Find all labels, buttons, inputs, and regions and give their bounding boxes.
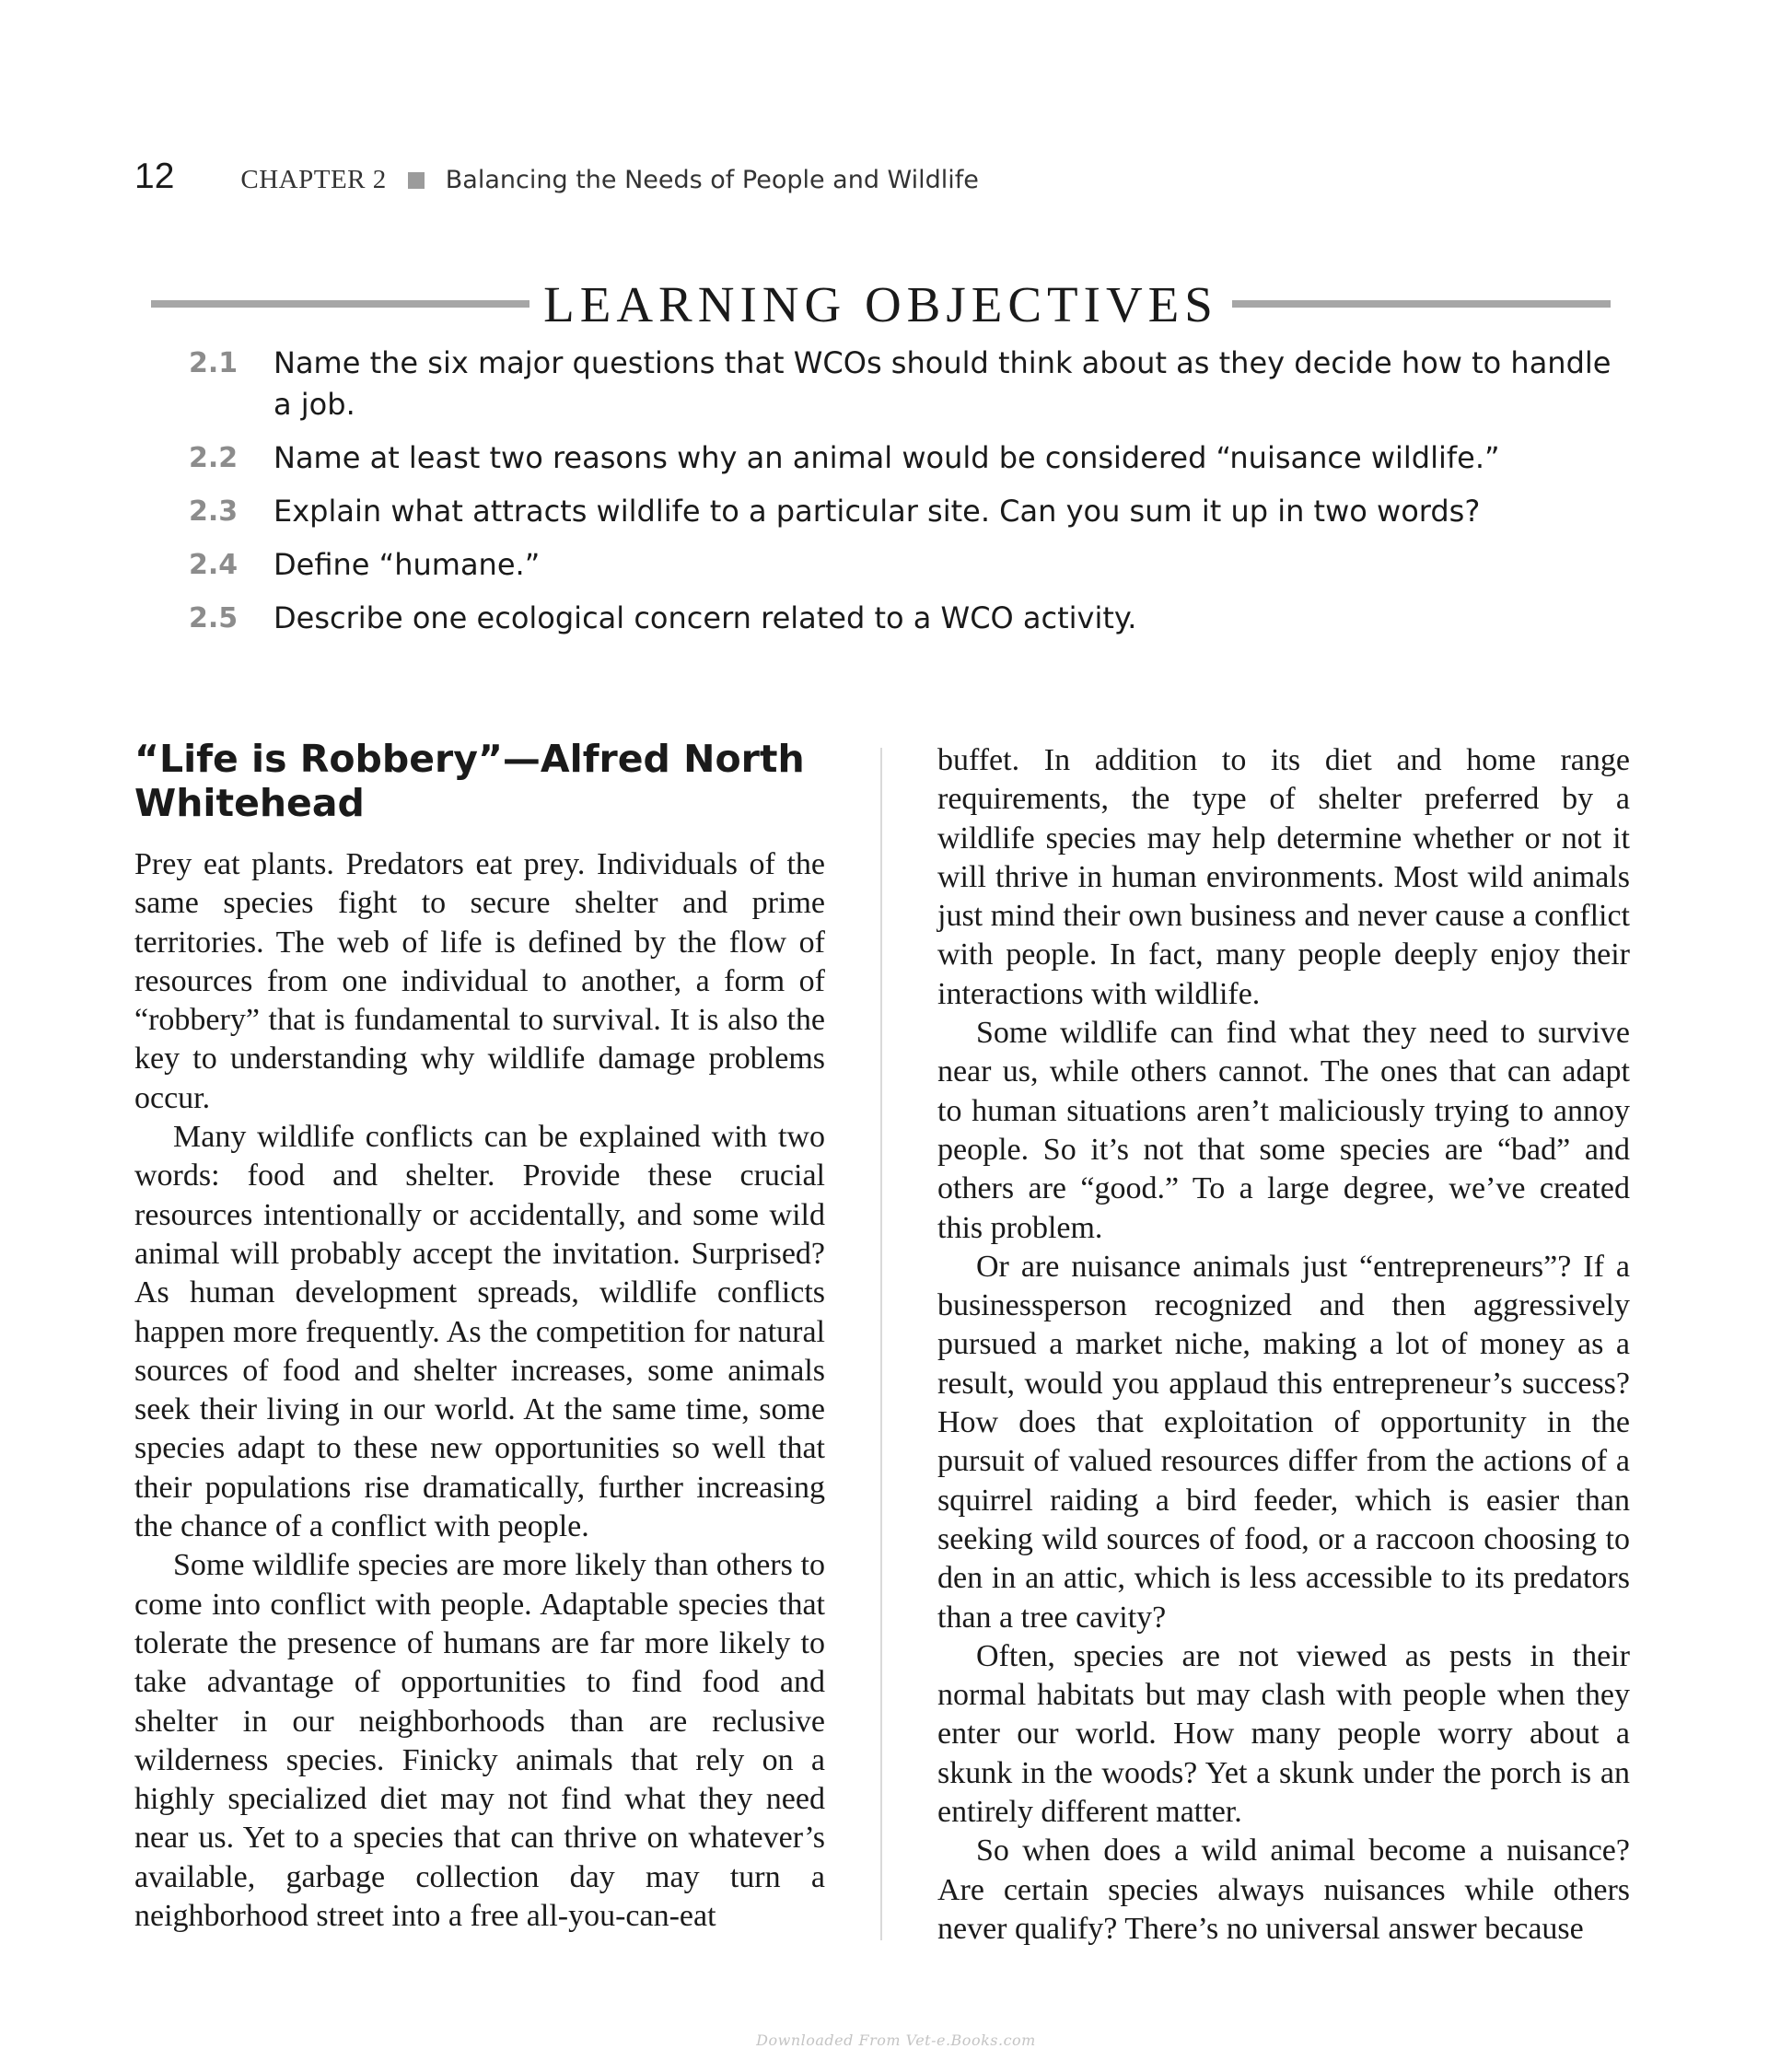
learning-objectives-title: LEARNING OBJECTIVES (543, 275, 1218, 332)
objective-text: Name the six major questions that WCOs should think about as they decide how to handle a job. (273, 345, 1612, 422)
objective-number: 2.1 (189, 347, 239, 379)
section-heading: “Life is Robbery”—Alfred North Whitehead (134, 737, 805, 825)
objective-number: 2.2 (189, 442, 239, 474)
learning-objectives-header (151, 274, 1611, 334)
body-paragraph: Or are nuisance animals just “entrepreneurs”? If a businessperson recognized and then aggressively pursued a market niche, making a lot of money as a result, would you applaud this entrepreneur’s success? How does that exploitation of opportunity in the pursuit of valued resources differ from the actions of a squirrel raiding a bird feeder, which is easier than seeking wild sources of food, or a raccoon choosing to den in an attic, which is less accessible to its predators than a tree cavity? (937, 1249, 1630, 1635)
objective-item (189, 598, 1616, 639)
download-watermark: Downloaded From Vet-e.Books.com (756, 2031, 1036, 2049)
chapter-title: Balancing the Needs of People and Wildlife (445, 166, 979, 194)
objective-item (189, 437, 1616, 479)
objective-number: 2.5 (189, 602, 239, 634)
body-paragraph: Many wildlife conflicts can be explained with two words: food and shelter. Provide these crucial resources intentionally or accidentally, and some wild animal will probably accept the invitation. Surprised? As human development spreads, wildlife conflicts happen more frequently. As the competition for natural sources of food and shelter increases, some animals seek their living in our world. At the same time, some species adapt to these new opportunities so well that their populations rise dramatically, further increasing the chance of a conflict with people. (134, 1120, 825, 1544)
objective-item (189, 343, 1616, 425)
square-bullet-icon (408, 172, 425, 189)
objective-number: 2.3 (189, 495, 239, 528)
body-paragraph: buffet. In addition to its diet and home range requirements, the type of shelter preferred by a wildlife species may help determine whether or not it will thrive in human environments. Most wild animals just mind their own business and never cause a conflict with people. In fact, many people deeply enjoy their interactions with wildlife. (937, 743, 1630, 1011)
left-column (134, 737, 825, 1936)
objective-text: Name at least two reasons why an animal would be considered “nuisance wildlife.” (273, 440, 1500, 475)
body-paragraph: So when does a wild animal become a nuisance? Are certain species always nuisances while others never qualify? There’s no universal answer because (937, 1833, 1630, 1946)
chapter-label: CHAPTER 2 (240, 165, 387, 194)
body-paragraph: Often, species are not viewed as pests in their normal habitats but may clash with people when they enter our world. How many people worry about a skunk in the woods? Yet a skunk under the porch is an entirely different matter. (937, 1638, 1630, 1830)
objective-item (189, 491, 1616, 532)
objective-text: Explain what attracts wildlife to a particular site. Can you sum it up in two words? (273, 494, 1481, 529)
body-paragraph: Some wildlife species are more likely than others to come into conflict with people. Adaptable species that tolerate the presence of humans are far more likely to take advantage of opportunities to find food and shelter in our neighborhoods than are reclusive wilderness species. Finicky animals that rely on a highly specialized diet may not find what they need near us. Yet to a species that can thrive on whatever’s available, garbage collection day may turn a neighborhood street into a free all-you-can-eat (134, 1548, 825, 1934)
page-number: 12 (134, 157, 175, 196)
running-head (134, 157, 979, 203)
objective-text: Define “humane.” (273, 547, 541, 582)
objective-item (189, 544, 1616, 586)
objective-text: Describe one ecological concern related to a WCO activity. (273, 600, 1137, 635)
right-column (937, 741, 1630, 1949)
header-rule-right (1232, 300, 1611, 308)
learning-objectives-list (189, 343, 1616, 651)
body-paragraph: Prey eat plants. Predators eat prey. Individuals of the same species fight to secure shelter and prime territories. The web of life is defined by the flow of resources from one individual to another, a form of “robbery” that is fundamental to survival. It is also the key to understanding why wildlife damage problems occur. (134, 847, 825, 1115)
objective-number: 2.4 (189, 549, 239, 581)
header-rule-left (151, 300, 529, 308)
column-divider (880, 748, 882, 1940)
body-paragraph: Some wildlife can find what they need to survive near us, while others cannot. The ones that can adapt to human situations aren’t maliciously trying to annoy people. So it’s not that some species are “bad” and others are “good.” To a large degree, we’ve created this problem. (937, 1016, 1630, 1245)
